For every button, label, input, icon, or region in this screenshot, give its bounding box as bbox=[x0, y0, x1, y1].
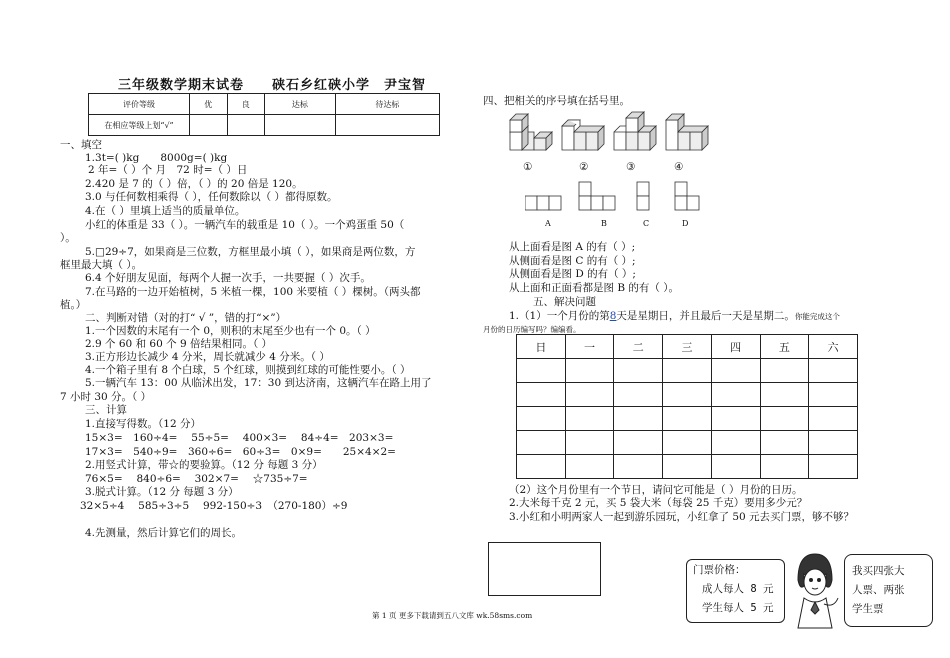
section-fill: 一、填空 bbox=[60, 139, 102, 151]
calendar-cell[interactable] bbox=[565, 359, 614, 383]
grade-cell: 评价等级 bbox=[89, 94, 190, 115]
cube-figure-1 bbox=[510, 114, 552, 150]
calendar-cell[interactable] bbox=[809, 383, 858, 407]
answer-box[interactable] bbox=[488, 542, 601, 596]
calendar-cell[interactable] bbox=[565, 407, 614, 431]
calendar-header: 五 bbox=[760, 335, 809, 359]
speech-line: 人票、两张 bbox=[852, 584, 905, 596]
view-d bbox=[675, 182, 699, 210]
calendar-table bbox=[516, 334, 858, 479]
section-views: 四、把相关的序号填在括号里。 bbox=[483, 95, 630, 107]
calendar-cell[interactable] bbox=[565, 383, 614, 407]
page-footer: 第 1 页 更多下载请到五八文库 wk.58sms.com bbox=[372, 611, 533, 620]
question: 2.用竖式计算，带☆的要验算。（12 分 每题 3 分） bbox=[85, 459, 323, 471]
section-solve: 五、解决问题 bbox=[533, 296, 596, 308]
calendar-cell[interactable] bbox=[809, 455, 858, 479]
problem-3: 3.小红和小明两家人一起到游乐园玩，小红拿了 50 元去买门票，够不够？ bbox=[509, 511, 855, 523]
question: 4.一个箱子里有 8 个白球，5 个红球，则摸到红球的可能性要小。（ ） bbox=[85, 364, 411, 376]
calendar-cell[interactable] bbox=[614, 383, 663, 407]
question: 植。） bbox=[60, 299, 87, 311]
ticket-title: 门票价格： bbox=[693, 564, 746, 576]
calendar-header: 三 bbox=[663, 335, 712, 359]
calendar-cell[interactable] bbox=[711, 407, 760, 431]
grade-table bbox=[88, 93, 440, 136]
view-question: 从上面和正面看都是图 B 的有（ ）。 bbox=[509, 282, 679, 294]
calendar-row bbox=[517, 455, 858, 479]
question: 32×5÷4 585÷3÷5 992-150÷3 （270-180）÷9 bbox=[80, 500, 348, 512]
grade-blank[interactable] bbox=[335, 115, 439, 136]
calendar-cell[interactable] bbox=[711, 455, 760, 479]
calendar-row bbox=[517, 383, 858, 407]
grade-cell: 良 bbox=[227, 94, 265, 115]
shape-number: ④ bbox=[674, 161, 684, 173]
calendar-row bbox=[517, 407, 858, 431]
calendar-cell[interactable] bbox=[711, 359, 760, 383]
question: 5.一辆汽车 13：00 从临沭出发，17：30 到达济南，这辆汽车在路上用了 bbox=[85, 377, 432, 389]
view-question: 从侧面看是图 C 的有（ ）; bbox=[509, 255, 636, 267]
view-question: 从侧面看是图 D 的有（ ）; bbox=[509, 268, 636, 280]
question: 2.9 个 60 和 60 个 9 倍结果相同。（ ） bbox=[85, 338, 273, 350]
speech-line: 学生票 bbox=[852, 603, 884, 615]
calendar-cell[interactable] bbox=[663, 431, 712, 455]
question: ）。 bbox=[60, 232, 76, 244]
question: 小红的体重是 33（ ）。一辆汽车的载重是 10（ ）。一个鸡蛋重 50（ bbox=[85, 219, 405, 231]
girl-illustration bbox=[788, 552, 842, 634]
problem-1 bbox=[509, 310, 840, 323]
calendar-cell[interactable] bbox=[760, 431, 809, 455]
calendar-cell[interactable] bbox=[517, 359, 566, 383]
speech-line: 我买四张大 bbox=[852, 565, 905, 577]
calendar-cell[interactable] bbox=[663, 455, 712, 479]
view-label: B bbox=[601, 219, 607, 228]
view-question: 从上面看是图 A 的有（ ）; bbox=[509, 241, 636, 253]
calendar-cell[interactable] bbox=[663, 407, 712, 431]
calendar-cell[interactable] bbox=[565, 455, 614, 479]
question: 3.脱式计算。（12 分 每题 3 分） bbox=[85, 486, 239, 498]
cube-figure-2 bbox=[562, 120, 604, 150]
page-title: 三年级数学期末试卷 硖石乡红硖小学 尹宝智 bbox=[118, 78, 427, 93]
question: 2.420 是 7 的（ ）倍，（ ）的 20 倍是 120。 bbox=[85, 178, 303, 190]
cube-figures bbox=[506, 110, 711, 162]
question: 4.先测量，然后计算它们的周长。 bbox=[85, 527, 243, 539]
shape-number: ② bbox=[579, 161, 589, 173]
calendar-cell[interactable] bbox=[760, 455, 809, 479]
calendar-cell[interactable] bbox=[809, 431, 858, 455]
section-compute: 三、计算 bbox=[85, 404, 127, 416]
calendar-row bbox=[517, 359, 858, 383]
calendar-header: 二 bbox=[614, 335, 663, 359]
problem-1-post: 天是星期日，并且最后一天是星期二。 bbox=[616, 310, 795, 322]
view-label: D bbox=[682, 219, 689, 228]
calendar-cell[interactable] bbox=[517, 431, 566, 455]
calendar-cell[interactable] bbox=[663, 359, 712, 383]
calendar-cell[interactable] bbox=[614, 455, 663, 479]
problem-2: 2.大米每千克 2 元，买 5 袋大米（每袋 25 千克）要用多少元？ bbox=[509, 497, 808, 509]
calendar-cell[interactable] bbox=[614, 431, 663, 455]
shape-number: ① bbox=[523, 161, 533, 173]
problem-1-note: 月份的日历编写吗？编编看。 bbox=[483, 325, 581, 334]
calendar-header: 日 bbox=[517, 335, 566, 359]
calendar-header: 六 bbox=[809, 335, 858, 359]
day-number: 8 bbox=[609, 310, 617, 322]
question: 5.□29÷7，如果商是三位数，方框里最小填（ ），如果商是两位数，方 bbox=[85, 246, 416, 258]
question: 3.0 与任何数相乘得（ ），任何数除以（ ）都得原数。 bbox=[85, 191, 338, 203]
question: 2 年=（ ）个 月 72 时=（ ）日 bbox=[88, 164, 248, 176]
calendar-cell[interactable] bbox=[517, 455, 566, 479]
problem-1-2: （2）这个月份里有一个节日，请问它可能是（ ）月份的日历。 bbox=[509, 484, 803, 496]
ticket-student: 学生每人 5 元 bbox=[702, 602, 774, 614]
grade-cell: 待达标 bbox=[335, 94, 439, 115]
ticket-adult: 成人每人 8 元 bbox=[702, 583, 774, 595]
question: 1.直接写得数。（12 分） bbox=[85, 418, 201, 430]
question: 6.4 个好朋友见面，每两个人握一次手，一共要握（ ）次手。 bbox=[85, 272, 371, 284]
calendar-cell[interactable] bbox=[760, 359, 809, 383]
grade-blank[interactable] bbox=[265, 115, 336, 136]
calendar-cell[interactable] bbox=[760, 407, 809, 431]
view-figures bbox=[525, 180, 715, 216]
grade-blank[interactable] bbox=[227, 115, 265, 136]
question: 17×3= 540÷9= 360÷6= 60÷3= 0×9= 25×4×2= bbox=[85, 446, 396, 458]
grade-cell: 优 bbox=[190, 94, 228, 115]
question: 7 小时 30 分。（ ） bbox=[60, 391, 152, 403]
question: 7.在马路的一边开始植树，5 米植一棵，100 米要植（ ）棵树。（两头都 bbox=[85, 286, 421, 298]
question: 15×3= 160÷4= 55÷5= 400×3= 84÷4= 203×3= bbox=[85, 432, 394, 444]
view-a bbox=[525, 196, 561, 210]
calendar-cell[interactable] bbox=[517, 407, 566, 431]
view-c bbox=[637, 182, 649, 210]
calendar-cell[interactable] bbox=[711, 383, 760, 407]
cube-figure-3 bbox=[614, 112, 656, 150]
calendar-cell[interactable] bbox=[517, 383, 566, 407]
problem-1-note: 你能完成这个 bbox=[794, 312, 840, 321]
grade-cell: 在相应等级上划“√” bbox=[89, 115, 190, 136]
problem-1-pre: 1.（1）一个月份的第 bbox=[509, 310, 610, 322]
calendar-cell[interactable] bbox=[565, 431, 614, 455]
grade-cell: 达标 bbox=[265, 94, 336, 115]
view-label: A bbox=[545, 219, 551, 228]
question: 1.3t=( )kg 8000g=( )kg bbox=[85, 152, 228, 164]
view-label: C bbox=[643, 219, 650, 228]
cube-figure-4 bbox=[666, 114, 708, 150]
question: 4.在（ ）里填上适当的质量单位。 bbox=[85, 205, 246, 217]
question: 1.一个因数的末尾有一个 0，则积的末尾至少也有一个 0。（ ） bbox=[85, 325, 376, 337]
grade-blank[interactable] bbox=[190, 115, 228, 136]
calendar-header: 四 bbox=[711, 335, 760, 359]
question: 框里最大填（ ）。 bbox=[60, 259, 143, 271]
calendar-cell[interactable] bbox=[809, 359, 858, 383]
calendar-row bbox=[517, 431, 858, 455]
question: 3.正方形边长减少 4 分米，周长就减少 4 分米。（ ） bbox=[85, 351, 330, 363]
calendar-cell[interactable] bbox=[663, 383, 712, 407]
calendar-header: 一 bbox=[565, 335, 614, 359]
calendar-cell[interactable] bbox=[711, 431, 760, 455]
calendar-cell[interactable] bbox=[614, 359, 663, 383]
question: 76×5= 840÷6= 302×7= ☆735÷7= bbox=[85, 473, 308, 485]
section-judge: 二、判断对错（对的打“ √ ”，错的打“×”） bbox=[85, 312, 287, 324]
calendar-cell[interactable] bbox=[614, 407, 663, 431]
calendar-cell[interactable] bbox=[809, 407, 858, 431]
calendar-cell[interactable] bbox=[760, 383, 809, 407]
view-b bbox=[579, 182, 615, 210]
shape-number: ③ bbox=[626, 161, 636, 173]
